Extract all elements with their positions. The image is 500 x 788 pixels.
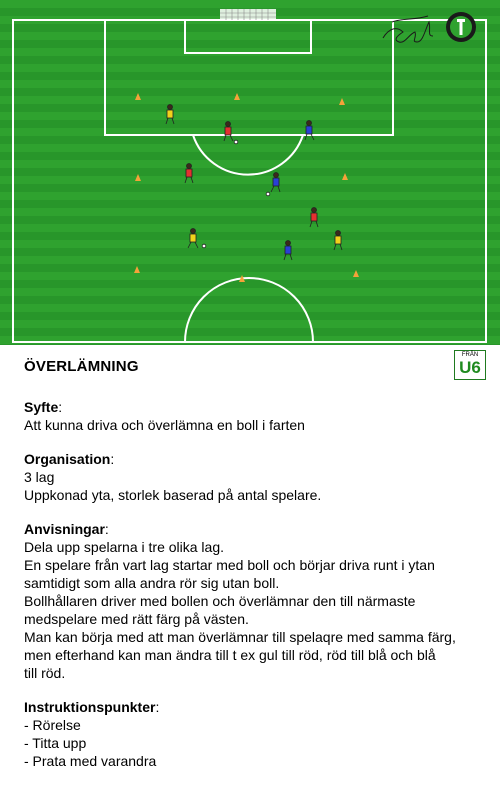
section-instruktionspunkter: Instruktionspunkter: - Rörelse - Titta upp - Prata med varandra [24,698,484,770]
section-heading: Instruktionspunkter [24,699,156,715]
section-line: samtidigt som alla andra rör sig utan boll. [24,575,280,591]
section-line: En spelare från vart lag startar med boll och börjar driva runt i ytan [24,557,435,573]
section-heading: Organisation [24,451,111,467]
age-badge [454,350,486,380]
section-line: Bollhållaren driver med bollen och överlämnar den till närmaste [24,593,416,609]
goal-icon [220,9,276,20]
age-badge-label: U6 [459,358,481,377]
drill-title: ÖVERLÄMNING [24,358,139,375]
section-line: till röd. [24,665,66,681]
section-line: Man kan börja med att man överlämnar till spelaqre med samma färg, [24,629,456,645]
section-line: Dela upp spelarna i tre olika lag. [24,539,225,555]
section-organisation: Organisation: 3 lag Uppkonad yta, storlek baserad på antal spelare. [24,450,484,504]
section-line: - Rörelse [24,717,81,733]
section-line: 3 lag [24,469,55,485]
pitch-grass [0,0,500,345]
club-logo-icon [446,12,476,42]
section-line: men efterhand kan man ändra till t ex gul till röd, röd till blå och blå [24,647,436,663]
section-line: Att kunna driva och överlämna en boll i farten [24,417,305,433]
section-syfte: Syfte: Att kunna driva och överlämna en boll i farten [24,398,484,434]
section-heading: Syfte [24,399,59,415]
age-badge-small: FRÅN [461,352,479,358]
pitch-diagram [0,0,500,345]
section-line: - Titta upp [24,735,87,751]
section-line: - Prata med varandra [24,753,157,769]
section-heading: Anvisningar [24,521,105,537]
section-line: medspelare med rätt färg på västen. [24,611,249,627]
section-line: Uppkonad yta, storlek baserad på antal spelare. [24,487,322,503]
section-anvisningar: Anvisningar: Dela upp spelarna i tre olika lag. En spelare från vart lag startar med boll och börjar driva runt i ytan samtidigt som alla andra rör sig utan boll. Bollhållaren driver med bollen och överlämnar den till närmaste medspelare med rätt färg på västen. Man kan börja med att man överlämnar till spelaqre med samma färg, men efterhand kan man ändra till t ex gul till röd, röd till blå och blå till röd. [24,520,484,682]
drill-content [24,398,484,786]
